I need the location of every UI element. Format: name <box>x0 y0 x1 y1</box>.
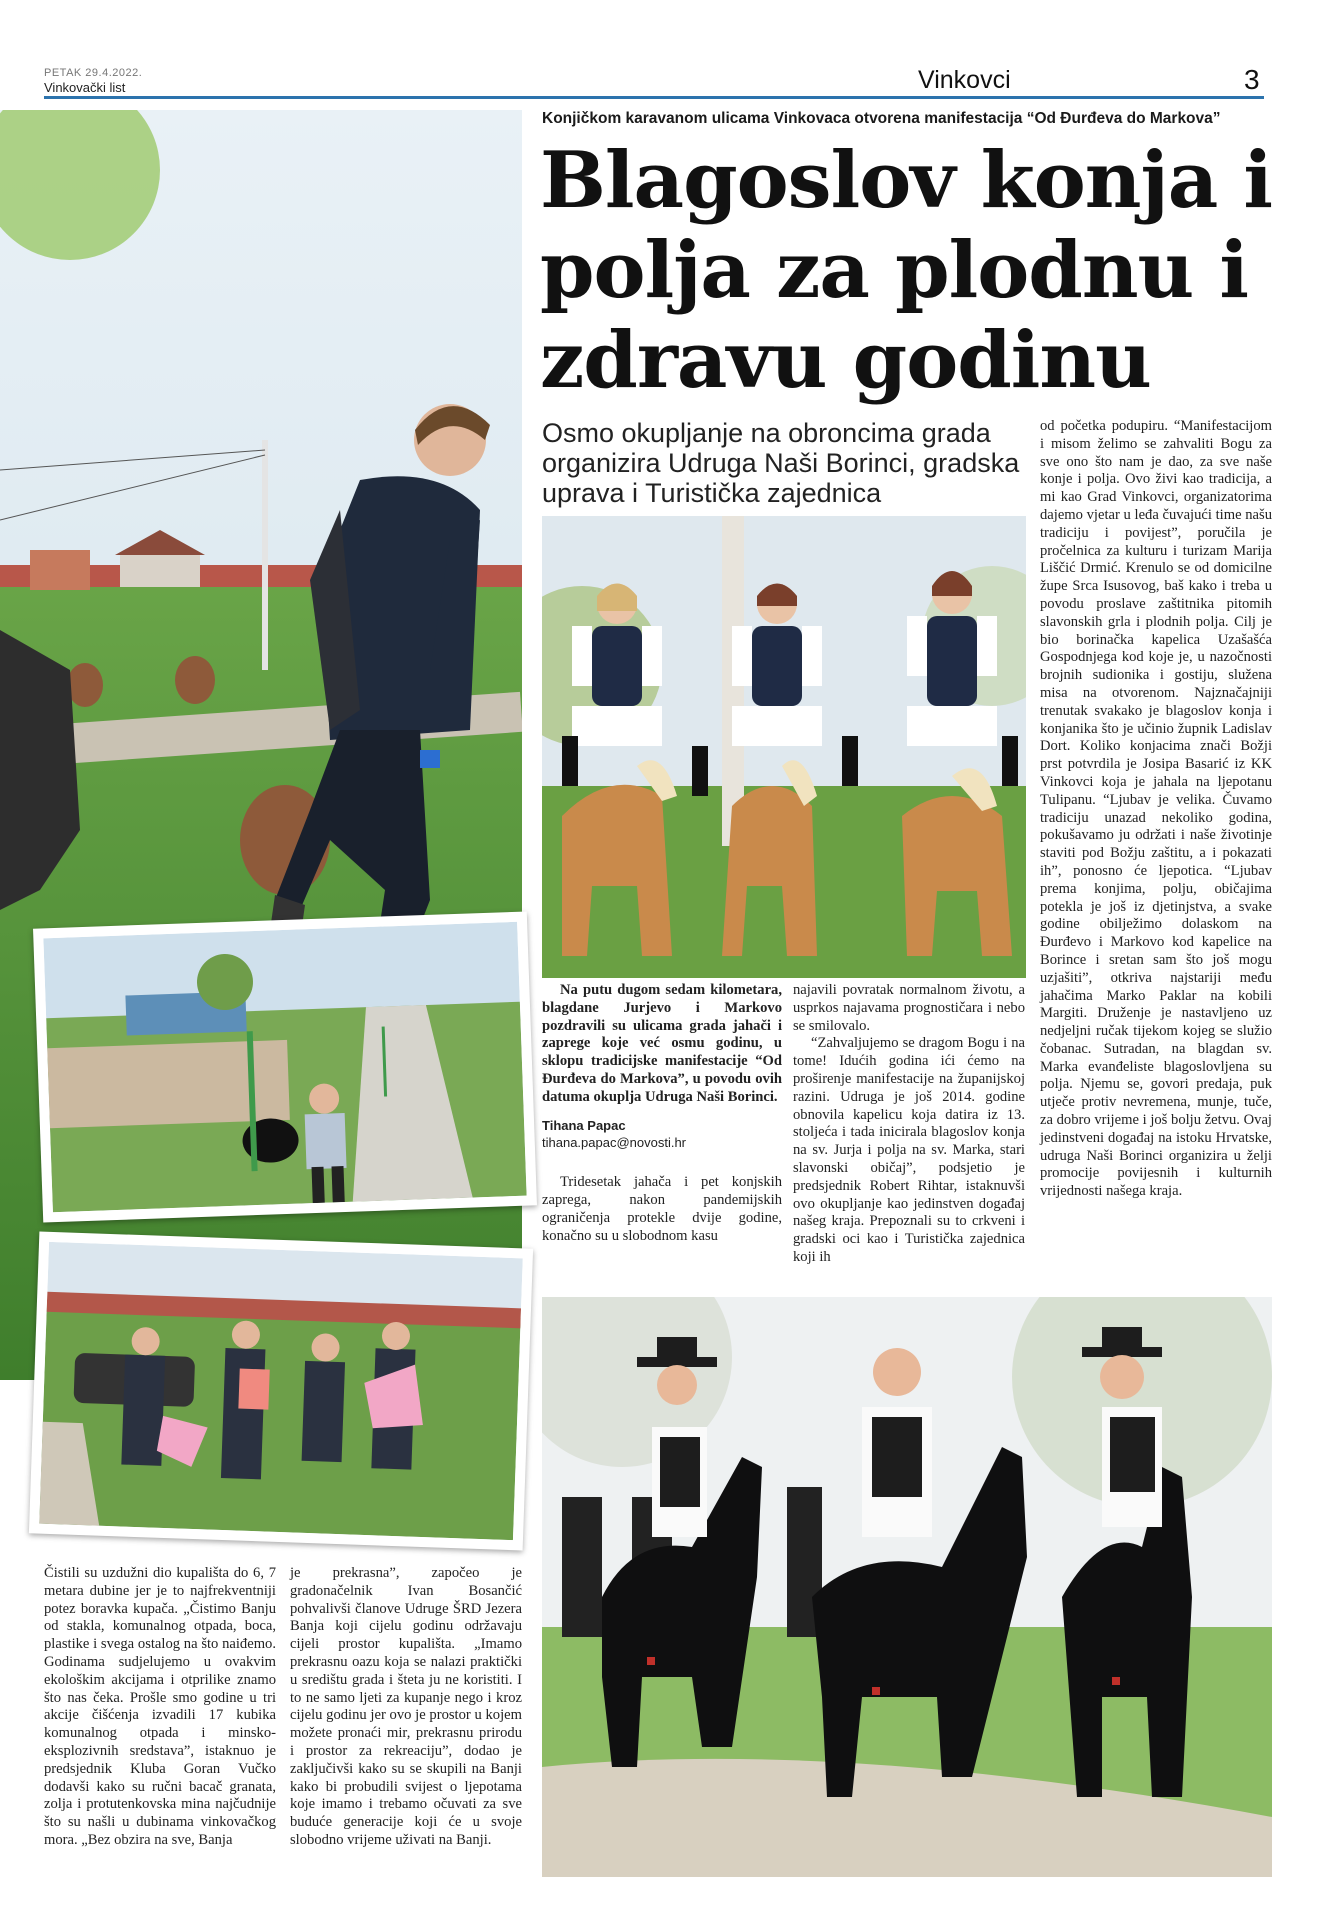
side-story-text-1: Čistili su uzdužni dio kupališta do 6, 7 metara dubine jer je to najfrekventniji potez boravka kupača. „Čistimo Banju od stakla, komunalnog otpada, boca, plastike i svega ostalog na što naiđemo. Godinama sudjelujemo u ovakvim ekološkim akcijama i otprilike znamo što nas čeka. Prošle smo godine u tri akcije čišćenja izvadili 17 kubika komunalnog otpada i minsko-eksplozivnih sredstava”, istaknuo je predsjednik Kluba Goran Vučko dodavši kako su ručni bacač granata, zolja i protutenkovska mina najčudnije što su našli u dubinama vinkovačkog mora. „Bez obzira na sve, Banja <box>44 1565 276 1848</box>
publication-name: Vinkovački list <box>44 80 126 95</box>
article-body-2b: “Zahvaljujemo se dragom Bogu i na tome! Idućih godina ići ćemo na proširenje manifestacije na županijskoj razini. Udruga je još 2014. godine obnovila kapelicu koja datira iz 13. stoljeća i tada inicirala blagoslov konja na sv. Jurja i polja na sv. Marka, stari slavonski običaj”, podsjetio je predsjednik Robert Rihtar, istaknuvši ovo okupljanje kao jedinstven događaj našeg kraja. Prepoznali su to crkveni i gradski oci kao i Turistička zajednica koji ih <box>793 1035 1025 1265</box>
article-column-1 <box>542 982 782 1245</box>
section-name: Vinkovci <box>918 66 1011 94</box>
riders-photo <box>542 516 1026 978</box>
author-email[interactable]: tihana.papac@novosti.hr <box>542 1135 687 1151</box>
article-headline: Blagoslov konja i polja za plodnu i zdravu godinu <box>540 135 1273 406</box>
header-rule <box>44 96 1264 99</box>
article-body-1: Tridesetak jahača i pet konjskih zaprega, nakon pandemijskih ograničenja protekle dvije godine, konačno su u slobodnom kasu <box>542 1174 782 1244</box>
article-author: Tihana Papac <box>542 1117 626 1133</box>
article-column-3 <box>1040 418 1272 1201</box>
page-number: 3 <box>1244 64 1260 95</box>
side-story-text-2: je prekrasna”, započeo je gradonačelnik Ivan Bosančić pohvalivši članove Udruge ŠRD Jezera Banja koji cijelu godinu održavaju cijeli prostor kupališta. „Imamo prekrasnu oazu koja se nalazi praktički u središtu grada i šteta ju ne koristiti. I to ne samo ljeti za kupanje nego i kroz cijelu godinu jer ovo je prostor u kojem možete pronaći mir, prekrasnu prirodu i prostor za rekreaciju”, dodao je zaključivši kako su se skupili na Banji kako bi probudili svijest o ljepotama koje imamo i trebamo očuvati za sve buduće generacije koji će u svoje slobodno vrijeme uživati na Banji. <box>290 1565 522 1848</box>
side-story-column-1 <box>44 1565 276 1850</box>
article-column-2 <box>793 982 1025 1267</box>
article-subhead: Osmo okupljanje na obroncima grada organizira Udruga Naši Borinci, gradska uprava i Turistička zajednica <box>542 418 1020 508</box>
article-body-2a: najavili povratak normalnom životu, a usprkos najavama prognostičara i nebo se smilovalo. <box>793 982 1025 1034</box>
horse-procession-photo <box>542 1297 1272 1877</box>
article-kicker: Konjičkom karavanom ulicama Vinkovaca otvorena manifestacija “Od Đurđeva do Markova” <box>542 110 1221 127</box>
cleanup-photo-path <box>33 911 537 1222</box>
issue-date: PETAK 29.4.2022. <box>44 67 143 79</box>
cleanup-photo-group <box>29 1231 533 1550</box>
article-body-3: od početka podupiru. “Manifestacijom i misom želimo se zahvaliti Bogu za sve ono što nam je dao, za sve naše konje i polja. Ovo živi kao tradicija, a mi kao Grad Vinkovci, organizatorima dajemo vjetar u leđa čuvajući time našu tradiciju i povijest”, poručila je pročelnica za kulturu i turizam Marija Liščić Drmić. Krenulo se od domicilne župe Srca Isusovog, baš kako i treba u povodu proslave zaštitnika pitomih slavonskih grla i plodnih polja. Cilj je bio borinačka kapelica Uzašašća Gospodnjega kod koje je, u nazočnosti brojnih sudionika i gostiju, služena misa na otvorenom. Najznačajniji trenutak svakako je blagoslov konja i konjanika što je učinio župnik Ladislav Dort. Koliko konjacima znači Božji prst potvrdila je Josipa Basarić iz KK Vinkovci koja je jahala na ljepotanu Tulipanu. “Ljubav je velika. Čuvamo tradiciju unazad nekoliko godina, pokušavamo ju održati i naše životinje staviti pod Božju zaštitu, a i pokazati ih”, ponosno će ljepotica. “Ljubav prema konjima, polju, običajima potekla je još iz djetinjstva, a svake godine obilježimo dolaskom na Đurđevo i Markovo kod kapelice na Borince i sretan sam što još mogu uzjašiti”, otkriva najstariji među jahačima Marko Paklar na kobili Margiti. Druženje je nastavljeno uz nedjeljni ručak tijekom kojeg se služio čobanac. Sutradan, na blagdan sv. Marka evanđeliste blagoslovljena su polja. Njemu se, govori predaja, puk utječe protiv nevremena, munje, tuče, za dobro vrijeme i još bolju žetvu. Ovaj jedinstveni događaj na istoku Hrvatske, udruga Naši Borinci organizira u želji promocije povijesnih i kulturnih vrijednosti našega kraja. <box>1040 418 1272 1200</box>
side-story-column-2 <box>290 1565 522 1850</box>
article-lead: Na putu dugom sedam kilometara, blagdane Jurjevo i Markovo pozdravili su ulicama grada jahači i zaprege koje već osmu godinu, u sklopu tradicijske manifestacije “Od Đurđeva do Markova”, u povodu ovih datuma okuplja Udruga Naši Borinci. <box>542 982 782 1105</box>
